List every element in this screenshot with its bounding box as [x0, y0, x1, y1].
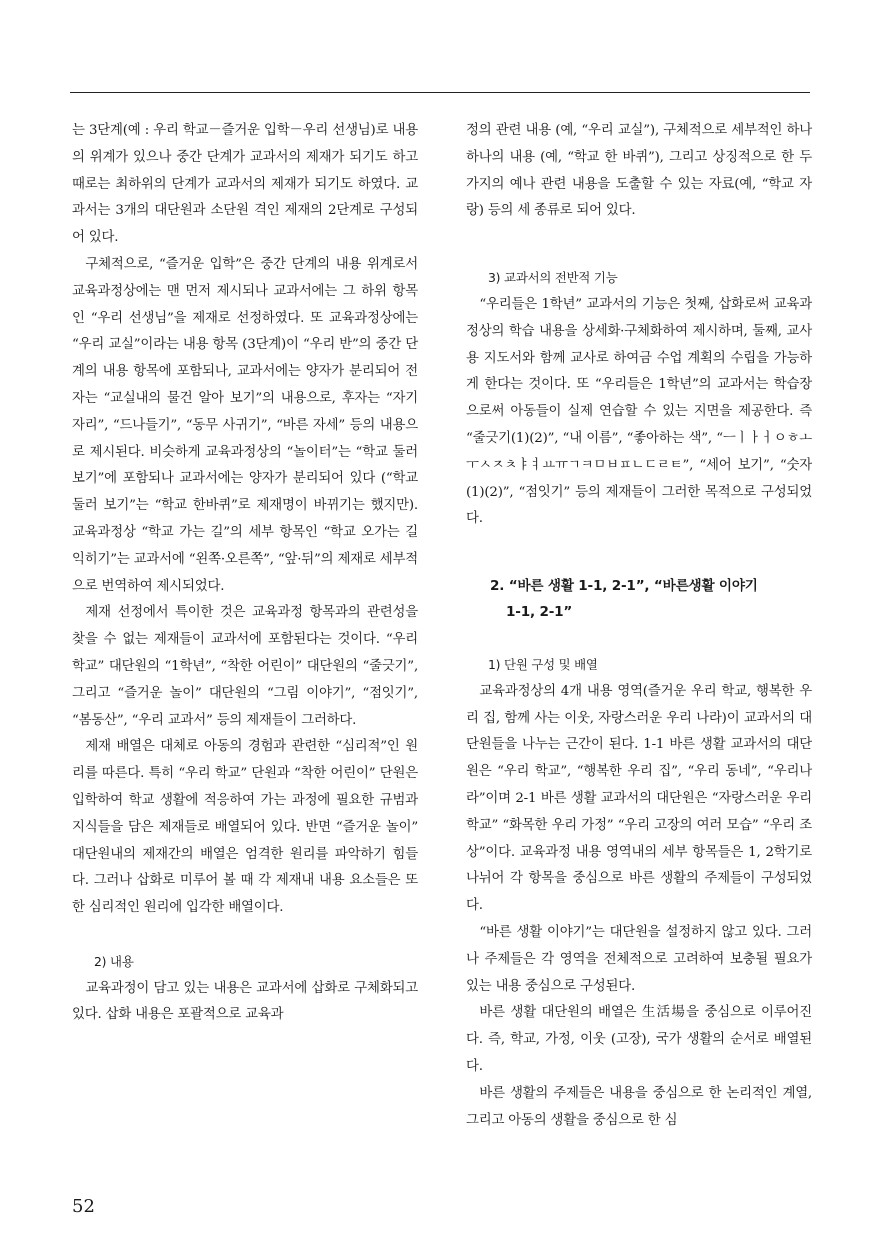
- section-heading: 2. “바른 생활 1-1, 2-1”, “바른생활 이야기: [490, 578, 758, 595]
- body-paragraph: 교육과정이 담고 있는 내용은 교과서에 삽화로 구체화되고 있다. 삽화 내용은 포괄적으로 교육과: [72, 980, 418, 1023]
- left-column: [72, 118, 418, 1029]
- subsection-heading: 1) 단원 구성 및 배열: [488, 656, 598, 672]
- page-number: 52: [72, 1196, 95, 1217]
- section-heading-continued: 1-1, 2-1”: [506, 604, 573, 621]
- header-rule: [70, 92, 810, 93]
- right-column: [466, 118, 812, 1134]
- subsection-heading: 2) 내용: [94, 953, 134, 969]
- body-paragraph: 구체적으로, “즐거운 입학”은 중간 단계의 내용 위계로서 교육과정상에는 맨 먼저 제시되나 교과서에는 그 하위 항목인 “우리 선생님”을 제재로 선정하였다. 또 교육과정상에는 “우리 교실”이라는 내용 항목 (3단계)이 “우리 반”의 중간 단계의 내용 항목에 포함되나, 교과서에는 양자가 분리되어 전자는 “교실내의 물건 알아 보기”의 내용으로, 후자는 “자기 자리”, “드나들기”, “동무 사귀기”, “바른 자세” 등의 내용으로 제시된다. 비슷하게 교육과정상의 “놀이터”는 “학교 둘러 보기”에 포함되나 교과서에는 양자가 분리되어 있다 (“학교 둘러 보기”는 “학교 한바퀴”로 제재명이 바뀌기는 했지만). 교육과정상 “학교 가는 길”의 세부 항목인 “학교 오가는 길 익히기”는 교과서에 “왼쪽·오른쪽”, “앞·뒤”의 제재로 세부적으로 번역하여 제시되었다.: [72, 256, 418, 594]
- body-paragraph: 제재 배열은 대체로 아동의 경험과 관련한 “심리적”인 원리를 따른다. 특히 “우리 학교” 단원과 “착한 어린이” 단원은 입학하여 학교 생활에 적응하여 가는 과정에 필요한 규범과 지식들을 담은 제재들로 배열되어 있다. 반면 “즐거운 놀이” 대단원내의 제재간의 배열은 엄격한 원리를 파악하기 힘들다. 그러나 삽화로 미루어 볼 때 각 제재내 내용 요소들은 또한 심리적인 원리에 입각한 배열이다.: [72, 739, 418, 916]
- spacer: [466, 625, 812, 652]
- body-paragraph: 는 3단계(예 : 우리 학교－즐거운 입학－우리 선생님)로 내용의 위계가 있으나 중간 단계가 교과서의 제재가 되기도 하고 때로는 최하위의 단계가 교과서의 제재가 되기도 하였다. 교과서는 3개의 대단원과 소단원 격인 제재의 2단계로 구성되어 있다.: [72, 123, 418, 246]
- spacer: [466, 533, 812, 573]
- body-paragraph: 정의 관련 내용 (예, “우리 교실”), 구체적으로 세부적인 하나 하나의 내용 (예, “학교 한 바퀴”), 그리고 상징적으로 한 두 가지의 예나 관련 내용을 도출할 수 있는 자료(예, “학교 자랑) 등의 세 종류로 되어 있다.: [466, 123, 812, 219]
- spacer: [466, 225, 812, 265]
- body-paragraph: 바른 생활의 주제들은 내용을 중심으로 한 논리적인 계열, 그리고 아동의 생활을 중심으로 한 심: [466, 1085, 812, 1128]
- body-paragraph: 제재 선정에서 특이한 것은 교육과정 항목과의 관련성을 찾을 수 없는 제재들이 교과서에 포함된다는 것이다. “우리 학교” 대단원의 “1학년”, “착한 어린이” 대단원의 “줄긋기”, 그리고 “즐거운 놀이” 대단원의 “그림 이야기”, “점잇기”, “봄동산”, “우리 교과서” 등의 제재들이 그러하다.: [72, 605, 418, 728]
- body-paragraph: 교육과정상의 4개 내용 영역(즐거운 우리 학교, 행복한 우리 집, 함께 사는 이웃, 자랑스러운 우리 나라)이 교과서의 대단원들을 나누는 근간이 된다. 1-1 바른 생활 교과서의 대단원은 “우리 학교”, “행복한 우리 집”, “우리 동네”, “우리나라”이며 2-1 바른 생활 교과서의 대단원은 “자랑스러운 우리 학교” “화목한 우리 가정” “우리 고장의 여러 모습” “우리 조상”이다. 교육과정 내용 영역내의 세부 항목들은 1, 2학기로 나뉘어 각 항목을 중심으로 바른 생활의 주제들이 구성되었다.: [466, 683, 812, 914]
- body-paragraph: “바른 생활 이야기”는 대단원을 설정하지 않고 있다. 그러나 주제들은 각 영역을 전체적으로 고려하여 보충될 필요가 있는 내용 중심으로 구성된다.: [466, 924, 812, 994]
- spacer: [72, 922, 418, 949]
- body-paragraph: “우리들은 1학년” 교과서의 기능은 첫째, 삽화로써 교육과정상의 학습 내용을 상세화·구체화하여 제시하며, 둘째, 교사용 지도서와 함께 교사로 하여금 수업 계획의 수립을 가능하게 한다는 것이다. 또 “우리들은 1학년”의 교과서는 학습장으로써 아동들이 실제 연습할 수 있는 지면을 제공한다. 즉 “줄긋기(1)(2)”, “내 이름”, “좋아하는 색”, “ㅡㅣㅏㅓㅇㅎㅗㅜㅅㅈㅊㅑㅕㅛㅠㄱㅋㅁㅂㅍㄴㄷㄹㅌ”, “세어 보기”, “숫자(1)(2)”, “점잇기” 등의 제재들이 그러한 목적으로 구성되었다.: [466, 296, 812, 527]
- body-paragraph: 바른 생활 대단원의 배열은 生活場을 중심으로 이루어진다. 즉, 학교, 가정, 이웃 (고장), 국가 생활의 순서로 배열된다.: [466, 1005, 812, 1074]
- subsection-heading: 3) 교과서의 전반적 기능: [488, 270, 618, 286]
